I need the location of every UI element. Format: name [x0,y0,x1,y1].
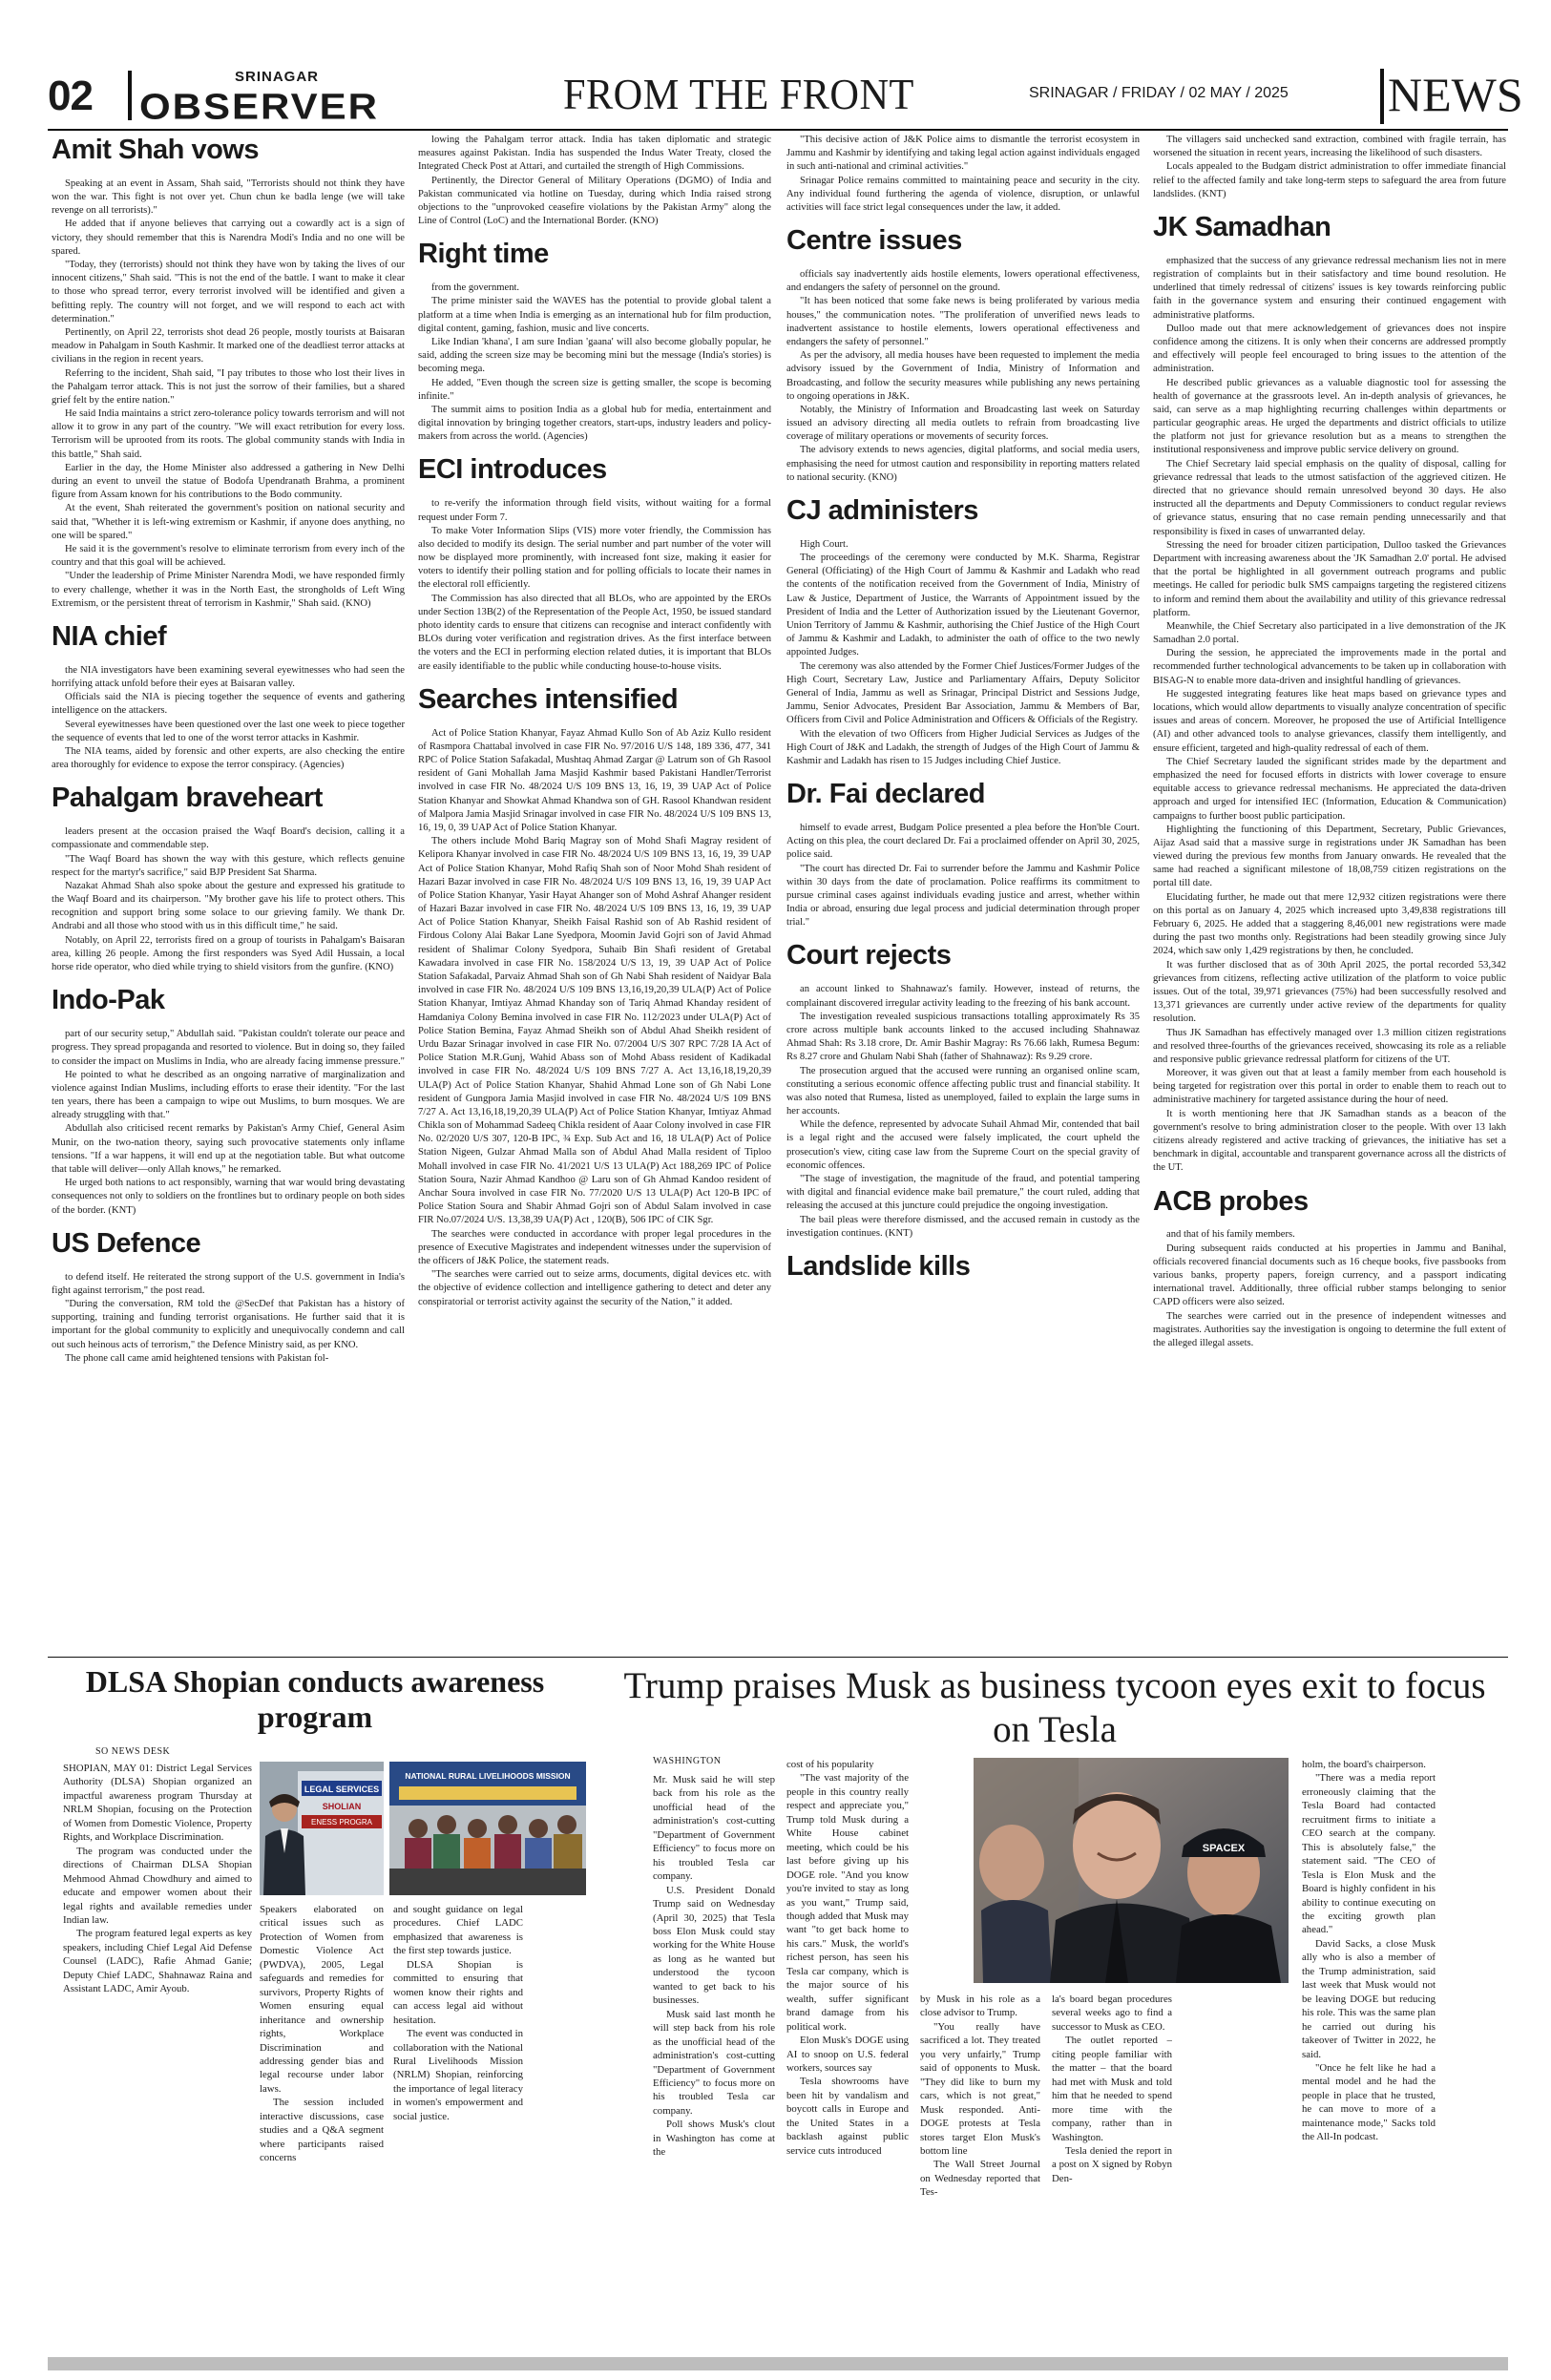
headline-landslide: Landslide kills [786,1250,971,1282]
paragraph: The session included interactive discussions, case studies and a Q&A segment where participants raised concerns [260,2097,384,2164]
column-3 [786,134,1140,1294]
paragraph: Musk said last month he will step back from his role as the unofficial head of the administration's cost-cutting "Department of Government Efficiency" to focus more on his troubled Tesla car company. [653,2008,775,2117]
paragraph: Stressing the need for broader citizen participation, Dulloo tasked the Grievances Department with increasing awareness about the 'JK Samadhan 2.0' portal. He advised that the portal be highlighted in all government outreach programs and public meetings. He called for periodic bulk SMS campaigns targeting the registered citizens to inform and remind them about the availability and utility of this grievance redressal platform. [1153,539,1506,618]
story-cj [786,538,1140,768]
paragraph: by Musk in his role as a close advisor to Trump. [920,1994,1040,2019]
paragraph: David Sacks, a close Musk ally who is also a member of the Trump administration, said last week that Musk would not be leaving DOGE but reducing his role. This was the same plan he carried out during his takeover of Twitter in 2022, he said. [1302,1937,1436,2060]
paragraph: The ceremony was also attended by the Former Chief Justices/Former Judges of the High Court, Secretary Law, Justice and Parliamentary Affairs, Deputy Solicitor General of India, Jammu as well as Srinagar, Principal District and Sessions Judge, Jammu, Senior Advocates, President Bar Association, Jammu & Members of Bar, Officers from Civil and Police Administration and Officers & Officials of the Registry. [786,660,1140,726]
musk-photo [974,1758,1289,1983]
story-eci [418,497,771,673]
paragraph: As per the advisory, all media houses have been requested to implement the media advisory issued by the Government of India, Ministry of Information and Broadcasting, and follow the security measures while publishing any news pertaining to ongoing operations in J&K. [786,350,1140,402]
story-searches [418,727,771,1309]
paragraph: To make Voter Information Slips (VIS) more voter friendly, the Commission has also decided to modify its design. The serial number and part number of the voter will now be displayed more prominently, with increased font size, making it easier for voters to identify their polling station and for polling officials to locate their names in the electoral roll efficiently. [418,525,771,591]
masthead-rule [48,129,1508,131]
paragraph: Earlier in the day, the Home Minister also addressed a gathering in New Delhi during an event to unveil the statue of Bodofa Upendranath Brahma, a prominent figure from Assam known for his contributions to the Bodo community. [52,462,405,501]
story-acb [1153,1228,1506,1350]
svg-text:SHOLIAN: SHOLIAN [322,1802,362,1811]
dlsa-column-1 [63,1762,252,1996]
paragraph: U.S. President Donald Trump said on Wednesday (April 30, 2025) that Tesla boss Elon Musk could stay working for the White House as long as he wanted but understood the tycoon wanted to get back to his businesses. [653,1884,775,2007]
paragraph: He described public grievances as a valuable diagnostic tool for assessing the health of governance at the grassroots level. An in-depth analysis of grievances, he said, can serve as a map highlighting recurring challenges within departments or particular geographic areas. He urged the departments and district officials to utilize the platform not just for grievance resolution but as a means to strengthen the institutional responsiveness and improve public service delivery on ground. [1153,377,1506,456]
paragraph: Elon Musk's DOGE using AI to snoop on U.S. federal workers, sources say [786,2035,909,2074]
paragraph: Officials said the NIA is piecing together the sequence of events and gathering intelligence on the attackers. [52,692,405,717]
paragraph: The Chief Secretary laid special emphasis on the quality of disposal, calling for grievance redressal that leads to the utmost satisfaction of the aggrieved citizen. He directed that no grievance should remain unresolved beyond 30 days. He also instructed all the departments and Deputy Commissioners to conduct regular reviews of grievance status, ensuring that no case remain pending unnecessarily and that responsibility is fixed in cases of unwarranted delay. [1153,458,1506,537]
masthead [48,61,1523,128]
column-2 [418,134,771,1309]
section-title: FROM THE FRONT [563,70,914,118]
paragraph: Mr. Musk said he will step back from his role as the unofficial head of the administration's cost-cutting "Department of Government Efficiency" to focus more on his troubled Tesla car company. [653,1774,775,1883]
paragraph: "You really have sacrificed a lot. They treated you very unfairly," Trump said of opponents to Musk. "They did like to burn my cars, which is not great," Musk responded. Anti-DOGE protests at Tesla stores target Elon Musk's bottom line [920,2020,1040,2157]
paragraph: Srinagar Police remains committed to maintaining peace and security in the city. Any individual found furthering the agenda of violence, disruption, or unlawful activities will face strict legal consequences under the law, it added. [786,175,1140,213]
headline-pahalgam: Pahalgam braveheart [52,783,323,814]
paragraph: Like Indian 'khana', I am sure Indian 'gaana' will also become globally popular, he said, adding the screen size may be becoming mini but the message (India's stories) is becoming mega. [418,336,771,375]
headline-amit-shah: Amit Shah vows [52,135,259,165]
paragraph: "It has been noticed that some fake news is being proliferated by various media houses," the communication notes. "The proliferation of unverified news leads to inadvertent assistance to hostile elements, lowers operational effectiveness and endangers the safety of personnel." [786,296,1140,347]
paragraph: "The Waqf Board has shown the way with this gesture, which reflects genuine respect for the martyr's sacrifice," said BJP President Sat Sharma. [52,853,405,878]
paragraph: "The searches were carried out to seize arms, documents, digital devices etc. with the objective of evidence collection and intelligence gathering to detect and deter any conspiratorial or terrorist activity against the security of the Nation," it added. [418,1269,771,1307]
paragraph: During the session, he appreciated the improvements made in the portal and recommended further technological advancements to be taken up in collaboration with BISAG-N to enable more data-driven and insightful handling of grievances. [1153,648,1506,686]
trump-column-3 [920,1993,1040,2200]
paragraph: Speakers elaborated on critical issues such as Protection of Women from Domestic Violence Act (PWDVA), 2005, Legal safeguards and remedies for survivors, Property Rights of Women ensuring equal inheritance and ownership rights, Workplace Discrimination and addressing gender bias and legal recourse under labor laws. [260,1904,384,2095]
paragraph: to defend itself. He reiterated the strong support of the U.S. government in India's fight against terrorism," the post read. [52,1271,405,1296]
story-court [786,983,1140,1241]
paragraph: and that of his family members. [1166,1229,1295,1241]
paragraph: Meanwhile, the Chief Secretary also participated in a live demonstration of the JK Samadhan 2.0 portal. [1153,620,1506,646]
paragraph: "Under the leadership of Prime Minister Narendra Modi, we have responded firmly to every challenge, whether it was in the North East, the strongholds of Left Wing Extremism, or the persistent threat of terrorism in Kashmir," Shah said. (KNO) [52,571,405,609]
headline-indo-pak: Indo-Pak [52,985,165,1016]
paragraph: The program featured legal experts as key speakers, including Chief Legal Aid Defense Counsel (LADC), Rafie Ahmad Ganie; Deputy Chief LADC, Shahnawaz Raina and Assistant LADC, Amir Ayoub. [63,1928,252,1995]
paragraph: Pertinently, the Director General of Military Operations (DGMO) of India and Pakistan communicated via hotline on Tuesday, during which India raised strong objections to the "unprovoked ceasefire violations by the Pakistan Army" along the Line of Control (LoC) and the International Border. (KNO) [418,175,771,227]
paragraph: The Chief Secretary lauded the significant strides made by the department and emphasized the need for focused efforts in districts with lower coverage to ensure equitable access to grievance redressal mechanisms. He appreciated the data-driven approach and urged for intensified IEC (Information, Education & Communication) campaigns to further boost public participation. [1153,756,1506,822]
footer-strip [48,2357,1508,2370]
story-fai [786,822,1140,930]
paragraph: Elucidating further, he made out that mere 12,932 citizen registrations were there on this portal as on January 4, 2025 which increased upto 3,49,838 registrations till February 6, 2025. He added that a staggering 8,46,001 new registrations were made during the past two months only. Registrations had been steadily growing since July 2024, which saw only 1,429 registrations by then, he concluded. [1153,891,1506,957]
column-1 [52,134,405,1366]
paragraph: The Commission has also directed that all BLOs, who are appointed by the EROs under Section 13B(2) of the Representation of the People Act, 1950, be issued standard photo identity cards to ensure that citizens can recognise and interact confidently with BLOs during voter verification and registration drives. As the first interface between the voters and the ECI in performing election related duties, it is important that BLOs are easily identifiable to the public while conducting house-to-house visits. [418,593,771,672]
story-indo-pak [52,1028,405,1218]
story-right-time [418,282,771,444]
paragraph: The phone call came amid heightened tensions with Pakistan fol- [65,1352,329,1364]
paragraph: At the event, Shah reiterated the government's position on national security and said that, "Whether it is left-wing extremism or Kashmir, if anyone does anything, no one will be spared." [52,503,405,541]
paragraph: "This decisive action of J&K Police aims to dismantle the terrorist ecosystem in Jammu and Kashmir by identifying and taking legal action against individuals engaged in such anti-national and criminal activities." [786,135,1140,173]
paragraph: With the elevation of two Officers from Higher Judicial Services as Judges of the High Court of J&K and Ladakh, the strength of Judges of the High Court of Jammu & Kashmir and Ladakh has risen to 15 Judges including Chief Justice. [786,728,1140,766]
paragraph: He added that if anyone believes that carrying out a cowardly act is a sign of victory, they should remember that this is Narendra Modi's India and no one will be spared. [52,219,405,257]
paragraph: The Wall Street Journal on Wednesday reported that Tes- [920,2159,1040,2199]
paragraph: High Court. [800,538,849,550]
paragraph: "There was a media report erroneously claiming that the Tesla Board had contacted recruitment firms to initiate a CEO search at the company. This is absolutely false," the statement said. "The CEO of Tesla is Elon Musk and the Board is highly confident in his ability to continue executing on the exciting growth plan ahead." [1302,1772,1436,1936]
story-pahalgam [52,825,405,974]
headline-cj: CJ administers [786,495,978,527]
paragraph: DLSA Shopian is committed to ensuring that women know their rights and can access legal aid without hesitation. [393,1958,523,2026]
logo-observer: OBSERVER [139,86,379,127]
trump-byline: WASHINGTON [653,1756,722,1766]
story-centre [786,268,1140,485]
headline-court: Court rejects [786,940,952,971]
story-continued [418,134,771,228]
news-divider [1380,69,1384,124]
spacex-cap-text: SPACEX [1202,1843,1246,1854]
headline-us-defence: US Defence [52,1227,201,1259]
headline-searches: Searches intensified [418,683,679,715]
dlsa-column-2 [260,1903,384,2165]
trump-headline: Trump praises Musk as business tycoon eyes exit to focus on Tesla [623,1665,1486,1751]
headline-acb: ACB probes [1153,1185,1309,1217]
page-number: 02 [48,73,93,119]
paragraph: Nazakat Ahmad Shah also spoke about the gesture and expressed his gratitude to the Waqf Board and its chairperson. "My brother gave his life to protect others. This recognition and support bring some solace to our grieving family. We thank Dr. Andrabi and all those who stood with us in this difficult time," he said. [52,880,405,932]
paragraph: "The stage of investigation, the magnitude of the fraud, and potential tampering with digital and financial evidence make bail premature," the court ruled, adding that releasing the accused at this juncture could prejudice the ongoing investigation. [786,1174,1140,1212]
paragraph: He added, "Even though the screen size is getting smaller, the scope is becoming infinite." [418,377,771,402]
story-jk-samadhan [1153,255,1506,1176]
paragraph: Abdullah also criticised recent remarks by Pakistan's Army Chief, General Asim Munir, on the two-nation theory, saying such provocative statements only inflame tensions. "If a war happens, it will end up at the negotiation table. But what outcome that table will deliver—only Allah knows," he remarked. [52,1123,405,1175]
masthead-divider [128,71,132,120]
paragraph: The investigation revealed suspicious transactions totalling approximately Rs 35 crore across multiple bank accounts linked to the accused including Shahnawaz Ahmad Shah: Rs 3.18 crore, Dr. Amir Bashir Magray: Rs 76.66 lakh, Rumesa Begum: Rs 8.27 crore and Ghulam Nabi Shah (father of Shahnawaz): Rs 9.29 crore. [786,1011,1140,1063]
column-4 [1153,134,1506,1350]
paragraph: holm, the board's chairperson. [1302,1759,1426,1770]
paragraph: lowing the Pahalgam terror attack. India has taken diplomatic and strategic measures against Pakistan. India has suspended the Indus Water Treaty, closed the Integrated Check Post at Attari, and curtailed the strength of High Commissions. [418,135,771,173]
paragraph: from the government. [431,282,520,294]
paragraph: Tesla showrooms have been hit by vandalism and boycott calls in Europe and the United States in a backlash against public service cuts introduced [786,2076,909,2157]
paragraph: He suggested integrating features like heat maps based on grievance types and locations, which would allow departments to visually analyze concentration of specific issues and areas of concern. Moreover, he proposed the use of Artificial Intelligence (AI) and other advanced tools to analyse grievances, classify them intelligently, and ensure efficient, targeted and high-quality redressal of each of them. [1153,688,1506,754]
paragraph: cost of his popularity [786,1759,874,1770]
paragraph: "The vast majority of the people in this country really respect and appreciate you," Trump told Musk during a White House cabinet meeting, which could be his last before giving up his DOGE role. "And you know you're invited to stay as long as you want," Trump said, though added that Musk may want "to get back home to his cars." Musk, the world's richest person, has seen his Tesla car company, which is the major source of his wealth, suffer significant brand damage from his political work. [786,1772,909,2033]
paragraph: The prosecution argued that the accused were running an organised online scam, constituting a serious economic offence affecting public trust and financial stability. It was also noted that Rumesa, listed as unemployed, failed to explain the large sums in her accounts. [786,1065,1140,1117]
paragraph: the NIA investigators have been examining several eyewitnesses who had seen the horrifying attack unfold before their eyes at Baisaran valley. [52,664,405,689]
paragraph: SHOPIAN, MAY 01: District Legal Services Authority (DLSA) Shopian organized an impactful awareness program Thursday at NRLM Shopian, focusing on the Protection of Women from Domestic Violence, Property Rights, and Workplace Discrimination. [63,1763,252,1844]
story-amit-shah [52,177,405,611]
paragraph: Dulloo made out that mere acknowledgement of grievances does not inspire confidence among the citizens. It is only when their concerns are addressed promptly and effectively will people feel encouraged to bring issues to the attention of the administration. [1153,323,1506,375]
paragraph: Locals appealed to the Budgam district administration to offer immediate financial relief to the affected family and take long-term steps to safeguard the area from future landslides. (KNT) [1153,161,1506,199]
paragraph: The bail pleas were therefore dismissed, and the accused remain in custody as the investigation continues. (KNT) [786,1214,1140,1239]
paragraph: Referring to the incident, Shah said, "I pay tributes to those who lost their lives in the Pahalgam terror attack. This is not just the sorrow of their families, but a shared grief felt by the entire nation." [52,367,405,406]
logo-city: SRINAGAR [235,69,320,85]
paragraph: The advisory extends to news agencies, digital platforms, and social media users, emphasising the need for utmost caution and responsibility in reporting matters related to national security. (KNO) [786,445,1140,483]
paragraph: While the defence, represented by advocate Suhail Ahmad Mir, contended that bail is a legal right and the accused were falsely implicated, the court upheld the prosecution's view, citing case law from the Supreme Court on the special gravity of economic offences. [786,1119,1140,1171]
paragraph: He urged both nations to act responsibly, warning that war would bring devastating consequences not only to soldiers on the frontlines but to ordinary people on both sides of the border. (KNT) [52,1178,405,1216]
svg-text:LEGAL SERVICES: LEGAL SERVICES [304,1785,380,1794]
paragraph: "Today, they (terrorists) should not think they have won by taking the lives of our innocent citizens," Shah said. "This is not the end of the battle. I want to make it clear to those who spread terror, every terrorist involved will be identified and given a befitting reply. The country will not forget, and we will respond to each act with determination." [52,260,405,324]
dlsa-byline: SO NEWS DESK [95,1746,171,1757]
paragraph: "During the conversation, RM told the @SecDef that Pakistan has a history of supporting, training and funding terrorist organisations. He further said that it is important for the global community to explicitly and unequivocally condemn and call out such heinous acts of terrorism," the Defence Ministry said, as per KNO. [52,1299,405,1350]
paragraph: Several eyewitnesses have been questioned over the last one week to piece together the sequence of events that led to one of the worst terror attacks in Kashmir. [52,719,405,743]
paragraph: himself to evade arrest, Budgam Police presented a plea before the Hon'ble Court. Acting on this plea, the court declared Dr. Fai a proclaimed offender on April 30, 2025, police said. [786,822,1140,861]
paragraph: Act of Police Station Khanyar, Fayaz Ahmad Kullo Son of Ab Aziz Kullo resident of Rasmpora Chattabal involved in case FIR No. 97/2016 U/S 148, 189 336, 477, 341 RPC of Police Station Safakadal, Mushtaq Ahmad Zargar @ Latrum son of Gh Rasool resident of Gani Mohallah Jama Masjid Kashmir based Pakistani Handler/Terrorist involved in case FIR No. 48/2024 U/S 109 BNS 13, 16, 19, 39 UAP Act of Police Station Khanyar and Showkat Ahmad Khandwa son of GH. Rasool Khandwan resident of Malpora Jamia Masjid Srinagar involved in case FIR No. 48/2024 U/S 109 BNS 13, 16, 19, 0, 39 UAP Act of Police Station Khanyar. [418,727,771,833]
paragraph: The prime minister said the WAVES has the potential to provide global talent a platform at a time when India is emerging as an international hub for film production, digital content, gaming, fashion, music and live concerts. [418,296,771,334]
paragraph: Poll shows Musk's clout in Washington has come at the [653,2119,775,2159]
paragraph: The NIA teams, aided by forensic and other experts, are also checking the entire area thoroughly for evidence to expose the terror conspiracy. (Agencies) [52,745,405,771]
paragraph: Tesla denied the report in a post on X signed by Robyn Den- [1052,2144,1172,2184]
paragraph: Pertinently, on April 22, terrorists shot dead 26 people, mostly tourists at Baisaran meadow in Pahalgam in South Kashmir. It marked one of the deadliest terror attacks at civilians in the region in recent years. [52,326,405,365]
paragraph: to re-verify the information through field visits, without waiting for a formal request under Form 7. [418,498,771,523]
story-nia-chief [52,664,405,773]
svg-text:ENESS PROGRA: ENESS PROGRA [310,1818,373,1827]
paragraph: It is worth mentioning here that JK Samadhan stands as a beacon of the government's resolve to bring administration closer to the people. With over 13 lakh citizens already registered and active tracking of grievances, the initiative has set a benchmark in digital, accountable and transparent governance across all the districts of the UT. [1153,1108,1506,1174]
paragraph: He said it is the government's resolve to eliminate terrorism from every inch of the country and that this goal will be achieved. [52,543,405,569]
paragraph: part of our security setup," Abdullah said. "Pakistan couldn't tolerate our peace and progress. They spread propaganda and resorted to violence. But in doing so, they failed to consider the impact on Muslims in India, who are already facing immense pressure." [52,1029,405,1067]
story-us-defence [52,1271,405,1366]
paragraph: The searches were conducted in accordance with proper legal procedures in the presence of Executive Magistrates and independent witnesses under the supervision of the officers of J&K Police, the statement reads. [418,1228,771,1266]
paragraph: emphasized that the success of any grievance redressal mechanism lies not in mere registration of complaints but in their satisfactory and time bound resolution. He underlined that timely redressal of citizens' issues is key towards reinforcing public faith in the governance system and ensuring their continued engagement with administrative platforms. [1153,255,1506,321]
paragraph: The proceedings of the ceremony were conducted by M.K. Sharma, Registrar General (Officiating) of the High Court of Jammu & Kashmir and Ladakh who read the contents of the notification received from the Government of India, Ministry of Law & Justice, Department of Justice, the Warrants of Appointment issued by the President of India and the Letter of Authorization issued by the Lieutenant Governor, Union Territory of Jammu & Kashmir, authorising the Chief Justice of the High Court of Jammu & Kashmir and Ladakh, to administer the oath of office to the two newly appointed Judges. [786,553,1140,658]
paragraph: Speaking at an event in Assam, Shah said, "Terrorists should not think they have won the war. This fight is not over yet. Chun chun ke badla lenge (we will take revenge on all terrorists)." [52,177,405,217]
trump-column-1 [653,1773,775,2160]
paragraph: Thus JK Samadhan has effectively managed over 1.3 million citizen registrations and resolved three-fourths of the grievances received, showcasing its role as a reliable and responsive public grievance redressal platform for citizens of the UT. [1153,1027,1506,1065]
paragraph: an account linked to Shahnawaz's family. However, instead of returns, the complainant discovered irregular activity leading to the freezing of his bank account. [786,984,1140,1009]
dlsa-photo-speaker [260,1762,384,1895]
paragraph: "The court has directed Dr. Fai to surrender before the Jammu and Kashmir Police within 30 days from the date of proclamation. Police reaffirms its commitment to pursue criminal cases against individuals evading justice and arrest, whether within India or abroad, ensuring due legal process and judicial determination through proper trial." [786,863,1140,929]
paragraph: Highlighting the functioning of this Department, Secretary, Public Grievances, Aijaz Asad said that a massive surge in registrations under JK Samadhan has been viewed during the previous few months from January onwards. He revealed that the same had reached a significant milestone of 18,08,759 citizen registrations on the portal till date. [1153,824,1506,889]
trump-column-2 [786,1758,909,2158]
svg-text:NATIONAL RURAL LIVELIHOODS MIS: NATIONAL RURAL LIVELIHOODS MISSION [405,1771,571,1781]
paragraph: The searches were carried out in the presence of independent witnesses and magistrates. Authorities say the investigation is ongoing to determine the full extent of the alleged illegal assets. [1153,1310,1506,1348]
story-continued [786,134,1140,215]
paragraph: officials say inadvertently aids hostile elements, lowers operational effectiveness, and endangers the safety of personnel on the ground. [786,269,1140,294]
headline-fai: Dr. Fai declared [786,779,985,810]
paragraph: It was further disclosed that as of 30th April 2025, the portal recorded 53,342 grievances from citizens, reflecting active utilization of the platform to voice public issues. Out of the total, 39,971 grievances (75%) had been successfully resolved and 13,371 grievances are currently under active review of the departments for quality resolution. [1153,959,1506,1025]
headline-right-time: Right time [418,239,549,270]
paragraph: Moreover, it was given out that at least a family member from each household is being targeted for registration over this portal in order to enable them to reach out to administrative machinery for targeted assistance during the hour of need. [1153,1068,1506,1106]
paragraph: He pointed to what he described as an ongoing narrative of marginalization and violence against Indian Muslims, including efforts to erase their identity. "For the last ten years, there has been a campaign to wipe out Muslims, to burn mosques. We are already struggling with that." [52,1069,405,1121]
dlsa-photo-audience [389,1762,586,1895]
paragraph: The program was conducted under the directions of Chairman DLSA Shopian Mehmood Ahmad Chowdhury and aimed to educate and empower women about their legal rights and available remedies under Indian law. [63,1845,252,1926]
paragraph: Notably, the Ministry of Information and Broadcasting last week on Saturday issued an advisory directing all media outlets to refrain from broadcasting live coverage of military operations or movements of security forces. [786,404,1140,443]
paragraph: The villagers said unchecked sand extraction, combined with fragile terrain, has worsened the situation in recent years, increasing the likelihood of such disasters. [1153,135,1506,159]
dlsa-headline: DLSA Shopian conducts awareness program [85,1664,545,1734]
paragraph: The summit aims to position India as a global hub for media, entertainment and digital innovation by bringing together creators, start-ups, industry leaders and policy-makers from across the world. (Agencies) [418,404,771,443]
trump-column-5 [1302,1758,1436,2144]
headline-jk-samadhan: JK Samadhan [1153,211,1331,242]
paragraph: and sought guidance on legal procedures. Chief LADC emphasized that awareness is the first step towards justice. [393,1904,523,1957]
dateline: SRINAGAR / FRIDAY / 02 MAY / 2025 [1029,85,1289,101]
story-continued [1153,134,1506,201]
paragraph: leaders present at the occasion praised the Waqf Board's decision, calling it a compassionate and commendable step. [52,826,405,851]
paragraph: He said India maintains a strict zero-tolerance policy towards terrorism and will not allow it to grow in any part of the country. "We will exact retribution for every loss. Terrorism will be uprooted from its roots. The global community stands with India in this battle," Shah said. [52,408,405,460]
section-divider [48,1657,1508,1658]
paragraph: The others include Mohd Bariq Magray son of Mohd Shafi Magray resident of Kelipora Khanyar involved in case FIR No. 48/2024 U/S 109 BNS 13, 16, 19, 39 UAP Act of Police Station Khanyar, Mohd Rafiq Shah son of Noor Mohd Shah resident of Hazari Bazar involved in case FIR No. 48/2024 U/S 109 BNS 13, 16, 19, 39 UAP Act of Police Station Khanyar, Yasir Hayat Ahanger son of Mohd Ashraf Ahanger resident of Hazari Bazar involved in case FIR No. 48/2024 U/S 109 BNS 13, 16, 19, 39 UAP Act of Police Station Khanyar, Sheikh Faisal Rashid son of Ab Rashid resident of Firdous Colony Alai Bakar Lane Syedpora, Moomin Javid Gojri son of Javid Ahmad resident of Shalimar Colony Syedpora, Suhaib Bin Shafi resident of Gretabal Kawadara involved in case FIR No. 158/2024 U/S 13, 19, 39 UAP Act of Police Station Safakadal, Parvaiz Ahmad Shah son of Gh Nabi Shah resident of Naidyar Bala involved in case FIR No. 48/2024 U/S 109 BNS 13,16,19,20,39 ULA(P) Act of Police Station Khanyar, Imtiyaz Ahmad Khanday son of Tariq Ahmad Khanday resident of Hamdaniya Colony Bemina involved in case FIR No. 112/2023 under ULA(P) Act of Police Station Bemina, Fayaz Ahmad Sheikh son of Abdul Ahad Sheikh resident of Urdu Bazar Srinagar involved in case FIR No. 07/2004 U/S 307 RPC 7/28 IA Act of Police Station M.R.Gunj, Wahid Abass son of Mohd Abass resident of Kadikadal involved in case FIR No. 48/2024 U/S 109 BNS 7/27 A. Act 13,16,18,19,20,39 ULA(P) Act of Police Station Khanyar, Shahid Ahmad Lone son of Gh Nabi Lone resident of Gungpora Jamia Masjid involved in case FIR No. 48/2024 U/S 109 BNS 7/27 A. Act 13,16,18,19,20,39 ULA(P) Act of Police Station Khanyar, Imtiyaz Ahmad Chikla son of Mohammad Sadeeq Chikla resident of Aaar Colony involved in case FIR No. 02/2020 U/S 307, 120-B IPC, ¾ Exp. Sub Act and 16, 18 ULA(P) Act of Police Station Nigeen, Gulzar Ahmad Malla son of Abdul Ahad Malla resident of Tiploo Mohall involved in case FIR No. 41/2021 U/S 13 ULA(P) Act 188,269 IPC of Police Station Soura, Nazir Ahmad Kandhoo @ Laru son of Gh Ahmad Kandoo resident of Anchar Soura involved in case FIR No. 77/2020 U/S 13 ULA(P) Act 120-B IPC of Police Station Soura and Shabir Ahmad Gojri son of Abdul Salam involved in case FIR No.07/2024 U/S. 13,38,39 UA(P) Act , 120(B), 506 IPC of CIK Sgr. [418,836,771,1226]
paragraph: Notably, on April 22, terrorists fired on a group of tourists in Pahalgam's Baisaran area, killing 26 people. Among the first responders was Syed Adil Hussain, a local horse ride operator, who died while trying to shield visitors from the gunfire. (KNO) [52,934,405,973]
headline-eci: ECI introduces [418,454,607,486]
paragraph: During subsequent raids conducted at his properties in Jammu and Banihal, officials recovered financial documents such as 16 cheque books, five passbooks from various banks, property papers, foreign currency, and a passport indicating international travel. Additionally, three official rubber stamps belonging to senior CAPD officers were also seized. [1153,1242,1506,1308]
paragraph: la's board began procedures several weeks ago to find a successor to Musk as CEO. [1052,1994,1172,2033]
dlsa-column-3 [393,1903,523,2123]
paragraph: The outlet reported – citing people familiar with the matter – that the board had met with Musk and told him that he needed to spend more time with the company, rather than in Washington. [1052,2035,1172,2143]
trump-column-4 [1052,1993,1172,2185]
paragraph: "Once he felt like he had a mental model and he had the people in place that he trusted, he can move to more of a maintenance mode," Sacks told the All-In podcast. [1302,2061,1436,2143]
paragraph: The event was conducted in collaboration with the National Rural Livelihoods Mission (NRLM) Shopian, reinforcing the importance of legal literacy in women's empowerment and social justice. [393,2028,523,2122]
headline-centre: Centre issues [786,225,962,257]
headline-nia-chief: NIA chief [52,620,167,652]
news-label: NEWS [1388,68,1523,121]
